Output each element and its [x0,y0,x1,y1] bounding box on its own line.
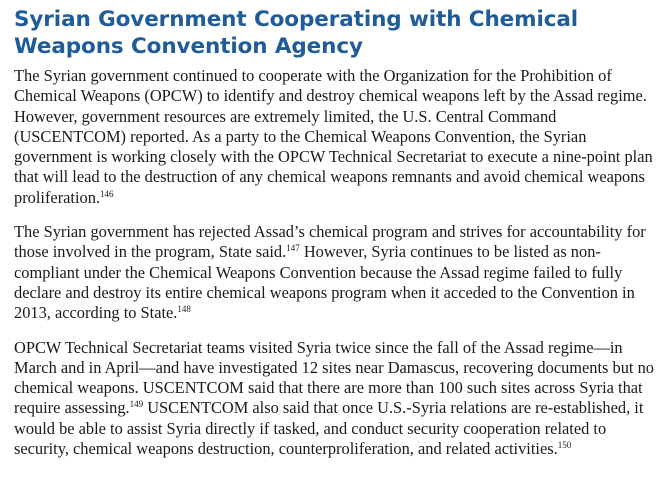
footnote-150: 150 [557,440,572,451]
paragraph-2-text-b: However, Syria continues to be listed as non-compliant under the Chemical Weapons Convention because the Assad regime failed to fully declare and destroy its entire chemical weapons program when it acceded to the Convention in 2013, according to State. [14,242,635,323]
paragraph-1 [14,66,654,208]
document-page [14,6,654,473]
footnote-149: 149 [129,399,144,410]
paragraph-2-text-a: The Syrian government has rejected Assad’s chemical program and strives for accountability for those involved in the program, State said. [14,222,646,262]
section-heading: Syrian Government Cooperating with Chemical Weapons Convention Agency [14,7,579,59]
paragraph-1-text: The Syrian government continued to cooperate with the Organization for the Prohibition of Chemical Weapons (OPCW) to identify and destroy chemical weapons left by the Assad regime. However, government resources are extremely limited, the U.S. Central Command (USCENTCOM) reported. As a party to the Chemical Weapons Convention, the Syrian government is working closely with the OPCW Technical Secretariat to execute a nine-point plan that will lead to the destruction of any chemical weapons remnants and avoid chemical weapons proliferation. [14,66,653,207]
paragraph-3 [14,338,654,460]
footnote-146: 146 [100,188,114,199]
footnote-147: 147 [286,243,300,254]
paragraph-3-text-b: USCENTCOM also said that once U.S.-Syria relations are re-established, it would be able to assist Syria directly if tasked, and conduct security cooperation related to security, chemical weapons destruction, counterproliferation, and related activities. [14,398,644,459]
footnote-148: 148 [177,304,191,315]
paragraph-2 [14,222,654,323]
paragraph-3-text-a: OPCW Technical Secretariat teams visited Syria twice since the fall of the Assad regime—in March and in April—and have investigated 12 sites near Damascus, recovering documents but no chemical weapons. USCENTCOM said that there are more than 100 such sites across Syria that require assessing. [14,337,654,418]
